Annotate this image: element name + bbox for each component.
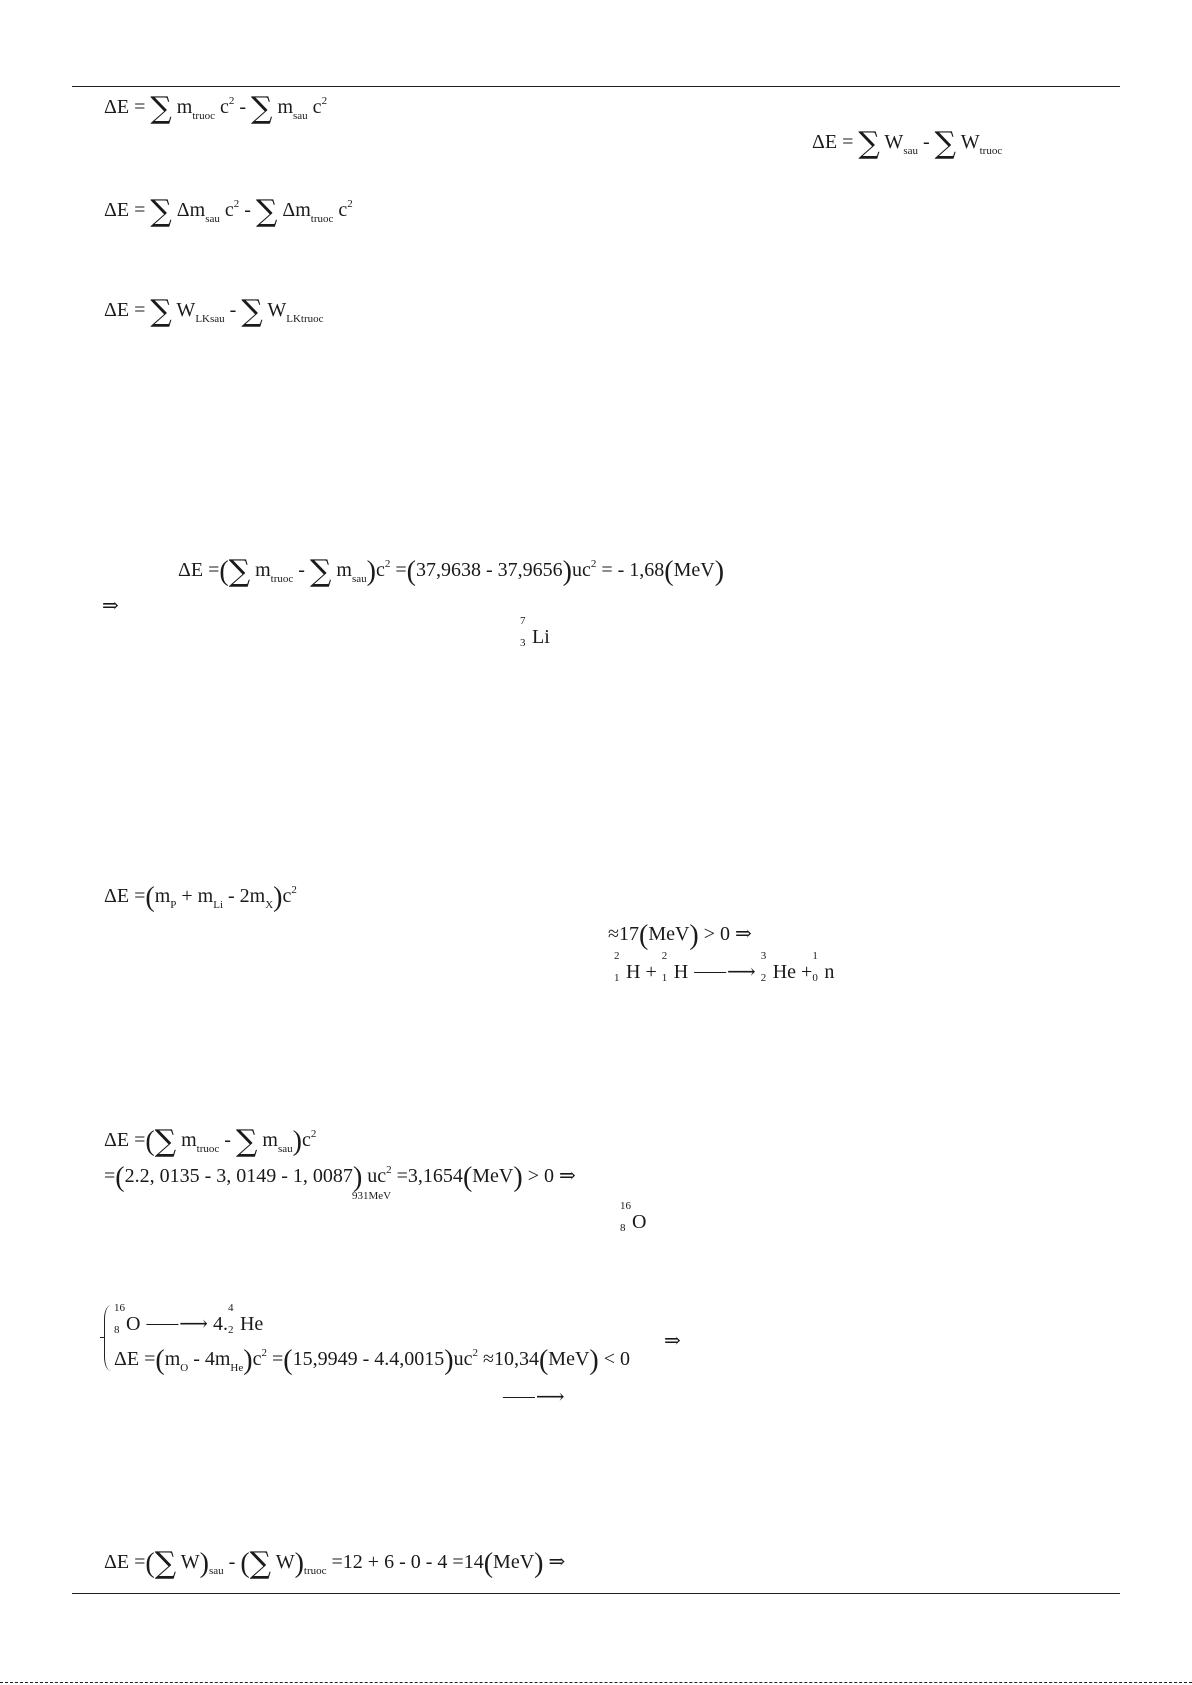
unit: MeV <box>548 1348 590 1370</box>
paren: ( <box>462 1162 473 1193</box>
subscript: truoc <box>192 110 215 122</box>
paren: ) <box>199 1548 209 1579</box>
paren: ( <box>664 556 674 587</box>
paren: ) <box>273 882 283 913</box>
comparison: > 0 ⇒ <box>522 1165 576 1187</box>
delta-e-lhs: ΔE = <box>104 885 146 907</box>
paren: ( <box>145 882 155 913</box>
paren: ) <box>589 1345 599 1376</box>
delta-e-lhs: ΔE = <box>104 96 146 118</box>
atomic-number: 2 <box>760 972 767 984</box>
paren: ( <box>638 920 649 951</box>
mass-defect-symbol: Δm <box>176 199 206 221</box>
paren: ) <box>513 1162 523 1193</box>
mass-number: 4 <box>227 1302 234 1314</box>
delta-e-lhs: ΔE = <box>812 131 854 153</box>
unit: MeV <box>648 923 690 945</box>
paren: ( <box>538 1345 549 1376</box>
minus-sign: - <box>239 199 256 221</box>
subscript: He <box>230 1362 244 1374</box>
formula-example-3-numeric <box>104 1164 576 1192</box>
sum-symbol: ∑ <box>251 91 273 126</box>
subscript: sau <box>293 110 308 122</box>
paren: ( <box>145 1548 155 1579</box>
sum-symbol: ∑ <box>228 554 251 589</box>
result-value: =12 + 6 - 0 - 4 =14 <box>326 1551 484 1573</box>
atomic-number: 3 <box>520 637 526 649</box>
sum-symbol: ∑ <box>150 194 172 229</box>
delta-e-lhs: ΔE = <box>178 559 220 581</box>
uc2-conversion-note: 931MeV <box>352 1190 392 1202</box>
plus-term: + m <box>176 885 214 907</box>
exponent: 2 <box>310 1128 317 1140</box>
minus-sign: - <box>224 299 242 321</box>
implies-arrow-system: ⇒ <box>664 1330 681 1352</box>
minus-sign: - <box>219 1129 236 1151</box>
paren: ) <box>243 1345 253 1376</box>
result-17mev <box>608 922 752 950</box>
element-symbol: He + <box>772 961 813 983</box>
reaction-arrow-standalone: ⸺⟶ <box>502 1386 565 1408</box>
sum-symbol: ∑ <box>154 1546 177 1581</box>
sum-symbol: ∑ <box>154 1124 177 1159</box>
subscript: Li <box>213 899 223 911</box>
paren: ) <box>534 1548 544 1579</box>
unit: uc <box>362 1165 387 1187</box>
w-symbol: W <box>180 1551 200 1573</box>
equals-sign: = <box>104 1165 116 1187</box>
c-symbol: c <box>282 885 292 907</box>
w-symbol: W <box>960 131 980 153</box>
mass-symbol: m <box>262 1129 278 1151</box>
c-symbol: c <box>301 1129 311 1151</box>
subscript: sau <box>351 573 367 585</box>
sum-symbol: ∑ <box>255 194 278 229</box>
mass-symbol: m <box>181 1129 197 1151</box>
subscript: P <box>170 899 177 911</box>
reaction-dd-fusion <box>614 950 835 984</box>
paren: ( <box>219 556 229 587</box>
reaction-arrow: ⸺⟶ <box>688 961 761 983</box>
unit: MeV <box>493 1551 535 1573</box>
atomic-number: 8 <box>620 1222 626 1234</box>
subscript: X <box>265 899 274 911</box>
formula-example-3 <box>104 1124 317 1159</box>
atomic-number: 1 <box>614 972 620 984</box>
formula-example-5 <box>104 1546 566 1581</box>
sum-symbol: ∑ <box>150 294 172 329</box>
exponent: 2 <box>261 1347 267 1359</box>
top-rule <box>72 86 1120 87</box>
minus-sign: - <box>293 559 310 581</box>
element-symbol: H <box>673 961 689 983</box>
subscript: sau <box>208 1565 224 1577</box>
exponent: 2 <box>386 1164 392 1176</box>
subscript: LKsau <box>195 313 225 325</box>
sum-symbol: ∑ <box>934 126 957 161</box>
paren: ) <box>352 1162 363 1193</box>
reaction-o16-decay <box>114 1302 264 1336</box>
paren: ) <box>366 556 376 587</box>
paren: ( <box>145 1126 155 1157</box>
w-symbol: W <box>176 299 196 321</box>
unit: MeV <box>472 1165 514 1187</box>
delta-e-lhs: ΔE = <box>104 199 146 221</box>
mass-symbol: m <box>255 559 271 581</box>
w-symbol: W <box>884 131 904 153</box>
nuclide-o16 <box>620 1200 647 1234</box>
delta-e-lhs: ΔE = <box>114 1348 156 1370</box>
c-symbol: c <box>338 199 348 221</box>
paren: ( <box>240 1548 250 1579</box>
unit: uc <box>453 1348 473 1370</box>
element-symbol: H + <box>626 961 657 983</box>
exponent: 2 <box>472 1347 478 1359</box>
mass-defect-symbol: Δm <box>282 199 311 221</box>
element-symbol: O <box>632 1211 647 1233</box>
nuclide-li7 <box>520 615 550 649</box>
unit: MeV <box>673 559 715 581</box>
result-value: ≈17 <box>608 923 639 945</box>
c-symbol: c <box>252 1348 262 1370</box>
system-brace-tip <box>100 1337 105 1338</box>
delta-e-lhs: ΔE = <box>104 1129 146 1151</box>
minus-term: - 4m <box>188 1348 231 1370</box>
mass-number: 16 <box>620 1200 631 1212</box>
sum-symbol: ∑ <box>249 1546 272 1581</box>
comparison: < 0 <box>598 1348 630 1370</box>
element-symbol: Li <box>532 626 550 648</box>
subscript: sau <box>277 1143 293 1155</box>
exponent: 2 <box>347 198 353 210</box>
c-symbol: c <box>224 199 234 221</box>
atomic-number: 0 <box>812 972 818 984</box>
minus-sign: - <box>234 96 252 118</box>
paren: ) <box>444 1345 454 1376</box>
mass-symbol: m <box>277 96 293 118</box>
page-edge-rule <box>0 1682 1192 1683</box>
subscript: truoc <box>979 145 1003 157</box>
paren: ) <box>714 556 725 587</box>
implies-arrow: ⇒ <box>102 595 119 617</box>
mass-number: 2 <box>661 950 668 962</box>
delta-e-lhs: ΔE = <box>104 1551 146 1573</box>
formula-example-4 <box>114 1347 630 1375</box>
equals-sign: = <box>266 1348 284 1370</box>
exponent: 2 <box>228 95 235 107</box>
element-symbol: O <box>126 1313 141 1335</box>
mass-symbol: m <box>154 885 171 907</box>
exponent: 2 <box>590 558 597 570</box>
numeric-value: 37,9638 - 37,9656 <box>415 559 563 581</box>
minus-sign: - <box>917 131 935 153</box>
system-brace <box>104 1305 111 1371</box>
paren: ) <box>562 556 572 587</box>
comparison: ⇒ <box>543 1551 566 1573</box>
formula-mass-defect <box>104 194 353 229</box>
comparison: > 0 ⇒ <box>698 923 752 945</box>
formula-kinetic-energy <box>812 126 1003 161</box>
sum-symbol: ∑ <box>241 294 263 329</box>
subscript: sau <box>205 213 220 225</box>
result-value: =3,1654 <box>391 1165 463 1187</box>
formula-mass-difference <box>104 91 328 126</box>
numeric-value: 15,9949 - 4.4,0015 <box>292 1348 445 1370</box>
numeric-value: 2.2, 0135 - 3, 0149 - 1, 0087 <box>124 1165 353 1187</box>
exponent: 2 <box>233 198 240 210</box>
sum-symbol: ∑ <box>235 1124 258 1159</box>
mass-number: 7 <box>520 615 526 627</box>
paren: ) <box>294 1548 304 1579</box>
subscript: truoc <box>303 1565 327 1577</box>
exponent: 2 <box>291 884 297 896</box>
exponent: 2 <box>321 95 328 107</box>
unit: uc <box>571 559 591 581</box>
subscript: LKtruoc <box>286 313 324 325</box>
w-symbol: W <box>267 299 287 321</box>
sum-symbol: ∑ <box>150 91 172 126</box>
paren: ( <box>406 556 416 587</box>
mass-symbol: m <box>176 96 193 118</box>
mass-number: 16 <box>114 1302 125 1314</box>
paren: ( <box>115 1162 125 1193</box>
atomic-number: 2 <box>227 1324 234 1336</box>
exponent: 2 <box>384 558 391 570</box>
c-symbol: c <box>375 559 385 581</box>
paren: ( <box>483 1548 494 1579</box>
minus-term: - 2m <box>223 885 266 907</box>
formula-binding-energy <box>104 294 324 329</box>
bottom-rule <box>72 1593 1120 1594</box>
paren: ) <box>689 920 699 951</box>
minus-sign: - <box>223 1551 241 1573</box>
c-symbol: c <box>219 96 229 118</box>
mass-number: 1 <box>812 950 818 962</box>
element-symbol: He <box>239 1313 264 1335</box>
reaction-arrow: ⸺⟶ 4. <box>140 1313 228 1335</box>
atomic-number: 8 <box>114 1324 120 1336</box>
subscript: sau <box>903 145 918 157</box>
formula-example-2 <box>104 884 297 912</box>
subscript: truoc <box>196 1143 220 1155</box>
mass-symbol: m <box>164 1348 181 1370</box>
result-value: = - 1,68 <box>596 559 665 581</box>
c-symbol: c <box>312 96 322 118</box>
sum-symbol: ∑ <box>309 554 332 589</box>
subscript: truoc <box>270 573 294 585</box>
subscript: O <box>180 1362 189 1374</box>
mass-number: 2 <box>614 950 620 962</box>
delta-e-lhs: ΔE = <box>104 299 146 321</box>
result-value: ≈10,34 <box>477 1348 539 1370</box>
subscript: truoc <box>310 213 334 225</box>
sum-symbol: ∑ <box>858 126 880 161</box>
element-symbol: n <box>824 961 835 983</box>
w-symbol: W <box>275 1551 295 1573</box>
paren: ( <box>155 1345 165 1376</box>
mass-symbol: m <box>336 559 352 581</box>
formula-example-1 <box>178 554 725 589</box>
equals-sign: = <box>390 559 407 581</box>
atomic-number: 1 <box>661 972 668 984</box>
paren: ) <box>292 1126 302 1157</box>
mass-number: 3 <box>760 950 767 962</box>
paren: ( <box>283 1345 293 1376</box>
